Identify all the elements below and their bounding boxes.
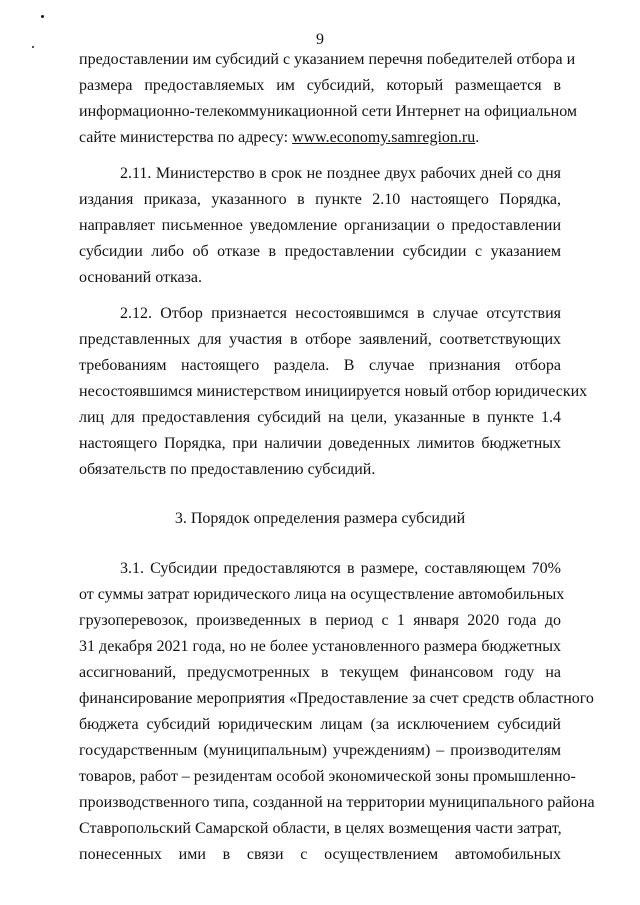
text-line: предоставлении им субсидий с указанием перечня победителей отбора и	[79, 51, 576, 68]
page-number: 9	[316, 31, 324, 48]
text-line: грузоперевозок, произведенных в период с 1 января 2020 года до	[79, 612, 561, 629]
text-line: от суммы затрат юридического лица на осуществление автомобильных	[79, 586, 565, 603]
text-line: несостоявшимся министерством инициируется новый отбор юридических	[79, 383, 588, 400]
text-line: настоящего Порядка, при наличии доведенных лимитов бюджетных	[79, 435, 561, 452]
text-line: бюджета субсидий юридическим лицам (за исключением субсидий	[79, 716, 561, 733]
paragraph-2-12	[79, 301, 588, 483]
text-line: Ставропольский Самарской области, в целях возмещения части затрат,	[79, 820, 562, 837]
paragraph-2-11	[79, 161, 561, 291]
text-line: информационно-телекоммуникационной сети Интернет на официальном	[79, 103, 578, 120]
text-line: обязательств по предоставлению субсидий.	[79, 461, 376, 478]
text-line: направляет письменное уведомление организации о предоставлении	[79, 217, 561, 234]
text-line: 2.12. Отбор признается несостоявшимся в случае отсутствия	[120, 305, 561, 322]
text-line: представленных для участия в отборе заявлений, соответствующих	[79, 331, 561, 348]
text-line: государственным (муниципальным) учреждениям) – производителям	[79, 742, 561, 759]
text-line: ассигнований, предусмотренных в текущем финансовом году на	[79, 664, 561, 681]
document-body	[79, 47, 595, 868]
text-line: размера предоставляемых им субсидий, который размещается в	[79, 77, 561, 94]
text-fragment: .	[475, 129, 480, 146]
text-line: 2.11. Министерство в срок не позднее двух рабочих дней со дня	[120, 165, 561, 182]
ministry-website-link[interactable]: www.economy.samregion.ru	[292, 129, 476, 146]
text-line: лиц для предоставления субсидий на цели, указанные в пункте 1.4	[79, 409, 561, 426]
text-line: оснований отказа.	[79, 269, 203, 286]
scan-speck	[41, 15, 44, 18]
paragraph-3-1	[79, 556, 595, 868]
text-line: требованиям настоящего раздела. В случае признания отбора	[79, 357, 561, 374]
text-line: финансирование мероприятия «Предоставление за счет средств областного	[79, 690, 594, 707]
text-line: производственного типа, созданной на территории муниципального района	[79, 794, 595, 811]
text-line	[79, 125, 561, 151]
text-line: понесенных ими в связи с осуществлением автомобильных	[79, 846, 561, 863]
text-line: 3.1. Субсидии предоставляются в размере, составляющем 70%	[120, 560, 561, 577]
section-heading: 3. Порядок определения размера субсидий	[174, 510, 466, 527]
text-line: субсидии либо об отказе в предоставлении субсидии с указанием	[79, 243, 561, 260]
text-line: издания приказа, указанного в пункте 2.10 настоящего Порядка,	[79, 191, 561, 208]
text-line: товаров, работ – резидентам особой экономической зоны промышленно-	[79, 768, 576, 785]
text-line: 31 декабря 2021 года, но не более установленного размера бюджетных	[79, 638, 561, 655]
paragraph-intro	[79, 47, 578, 151]
text-fragment: сайте министерства по адресу:	[79, 129, 293, 146]
